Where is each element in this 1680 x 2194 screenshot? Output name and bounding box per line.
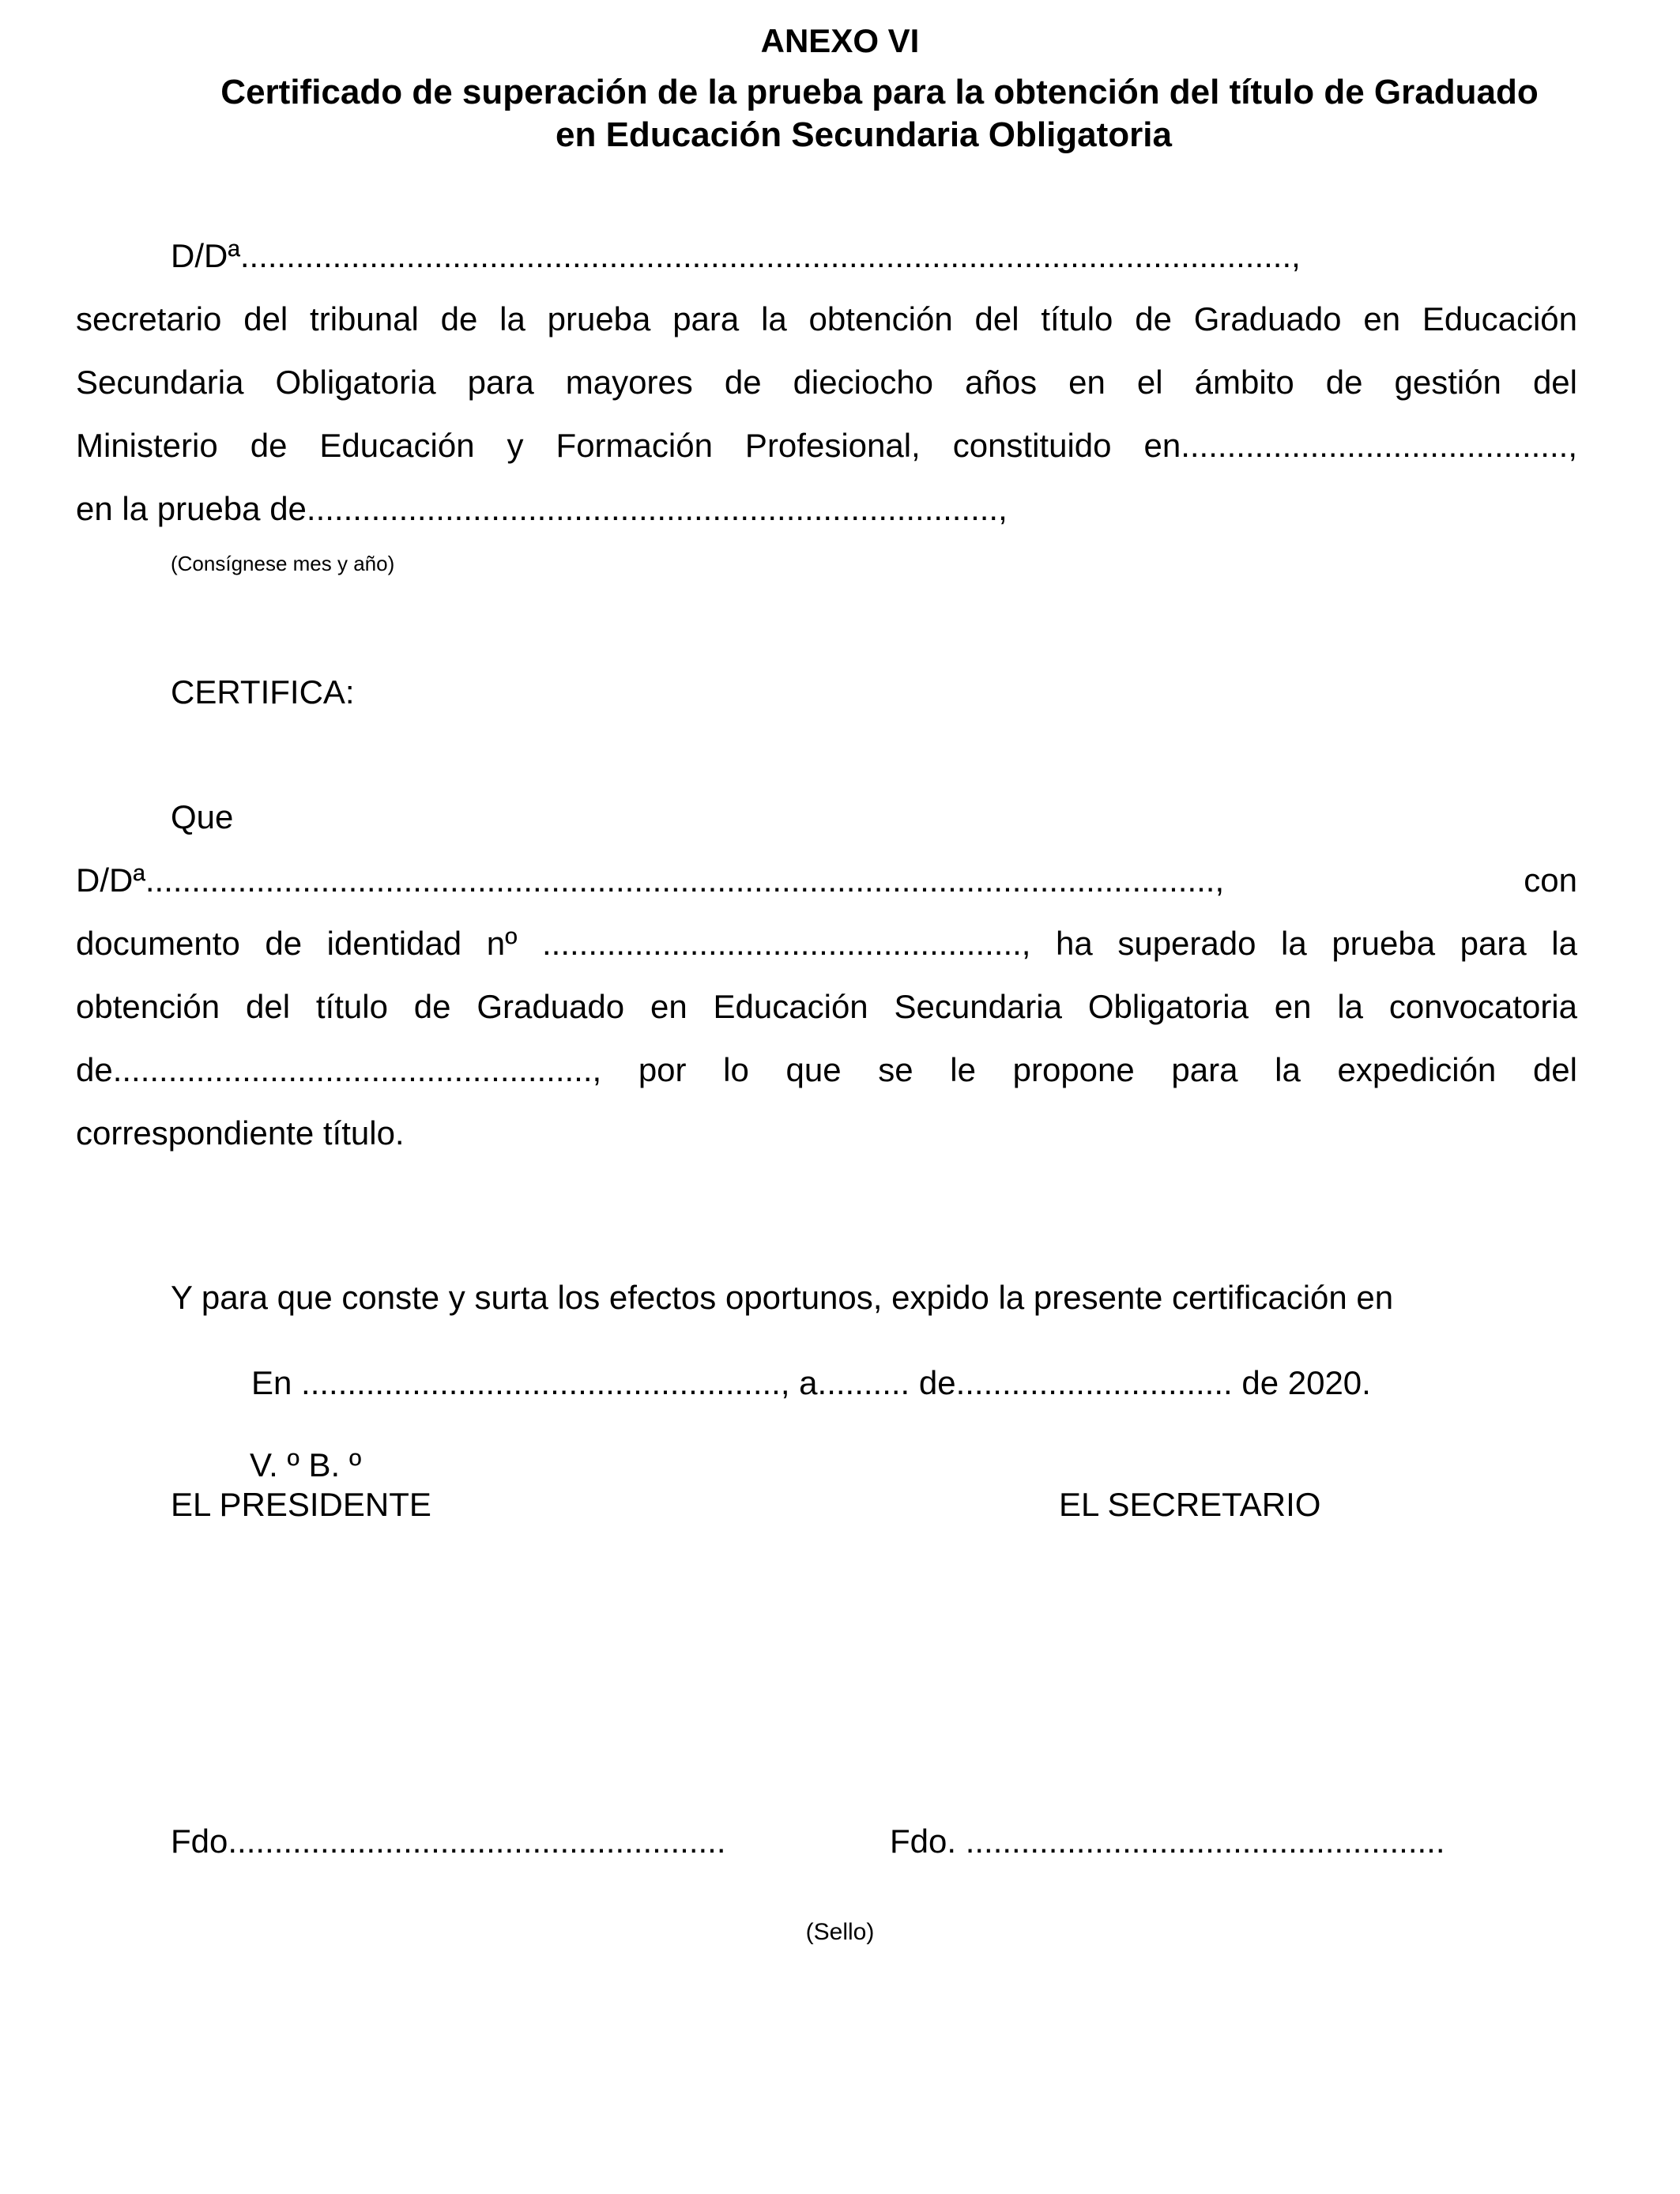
body-line-1: D/Dª...................................................................................................................., con [76,861,1577,899]
body-line-3: obtención del título de Graduado en Educación Secundaria Obligatoria en la convocatoria [76,988,1577,1025]
body-line-4: de...................................................., por lo que se le propone para la expedición del [76,1051,1577,1088]
body-line-2: documento de identidad nº ...................................................., ha superado la prueba para la [76,925,1577,962]
body-line-5: correspondiente título. [76,1114,405,1152]
secretary-signature-line: Fdo. .................................................... [890,1823,1445,1860]
seal-label: (Sello) [805,1919,875,1945]
place-date-line: En ...................................................., a.......... de.............................. de 2020. [251,1364,1371,1401]
president-signature-line: Fdo...................................................... [171,1823,726,1860]
intro-line-4: Ministerio de Educación y Formación Profesional, constituido en.........................................., [76,427,1577,464]
document-title-line-2: en Educación Secundaria Obligatoria [556,115,1172,154]
intro-line-5: en la prueba de..........................................................................., [76,490,1008,527]
intro-line-3: Secundaria Obligatoria para mayores de dieciocho años en el ámbito de gestión del [76,364,1577,401]
secretary-label: EL SECRETARIO [1059,1486,1321,1523]
intro-line-2: secretario del tribunal de la prueba para la obtención del título de Graduado en Educación [76,300,1577,337]
annex-title: ANEXO VI [760,22,920,59]
closing-statement: Y para que conste y surta los efectos oportunos, expido la presente certificación en [171,1279,1394,1316]
document-title-line-1: Certificado de superación de la prueba para la obtención del título de Graduado [220,73,1539,111]
que-word: Que [171,798,234,835]
certifica-heading: CERTIFICA: [171,673,355,711]
visto-bueno: V. º B. º [250,1446,362,1483]
date-note: (Consígnese mes y año) [171,552,395,575]
secretary-name-line: D/Dª.................................................................................................................., [171,237,1301,274]
president-label: EL PRESIDENTE [171,1486,431,1523]
